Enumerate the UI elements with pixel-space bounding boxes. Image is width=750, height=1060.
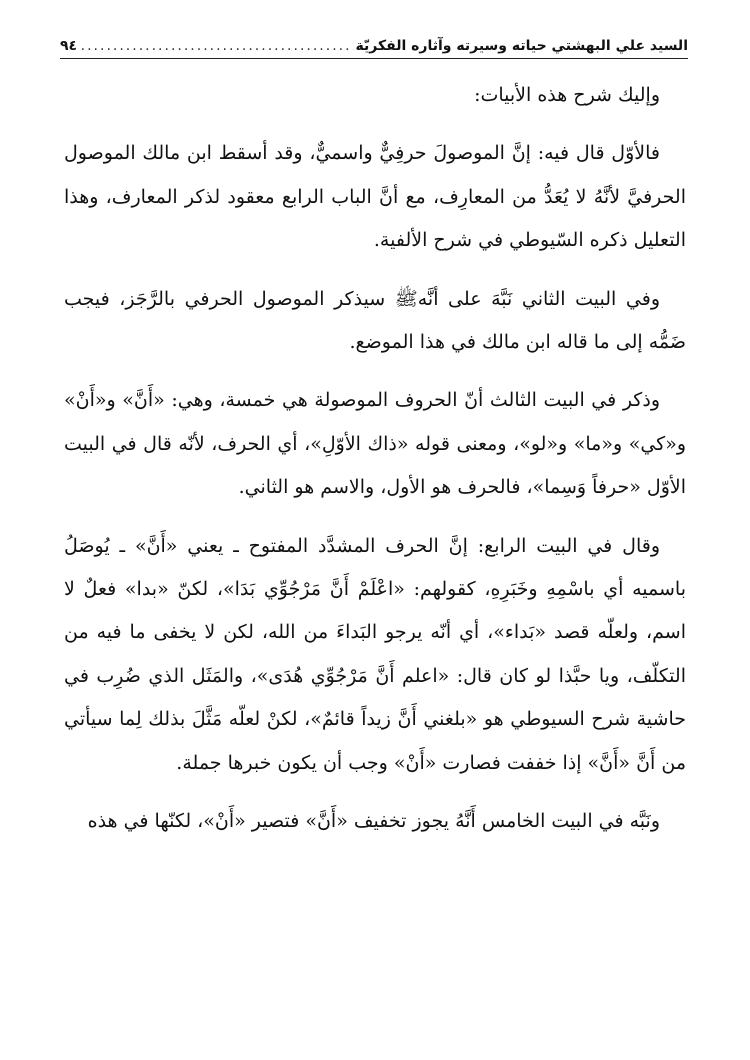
paragraph: وفي البيت الثاني نَبَّهَ على أنَّهﷺ سيذكر الموصول الحرفي بالرَّجَز، فيجب ضَمُّه إلى ما قاله ابن مالك في هذا الموضع. bbox=[64, 287, 686, 354]
paragraph: وإليك شرح هذه الأبيات: bbox=[474, 84, 660, 106]
paragraph: فالأوّل قال فيه: إنَّ الموصولَ حرفِيٌّ واسميٌّ، وقد أسقط ابن مالك الموصول الحرفيَّ لأنَّهُ لا يُعَدُّ من المعارِف، مع أنَّ الباب الرابع معقود لذكر المعارف، وهذا التعليل ذكره السّيوطي في شرح الألفية. bbox=[64, 142, 686, 252]
page-number: ٩٤ bbox=[60, 38, 78, 54]
running-title: السيد علي البهشتي حياته وسيرته وآثاره الفكريّة bbox=[355, 38, 688, 54]
paragraph: ونَبَّه في البيت الخامس أَنَّهُ يجوز تخفيف «أَنَّ» فتصير «أَنْ»، لكنّها في هذه bbox=[87, 810, 660, 833]
header-leader-dots bbox=[81, 38, 351, 54]
paragraph: وقال في البيت الرابع: إنَّ الحرف المشدَّد المفتوح ـ يعني «أَنَّ» ـ يُوصَلُ باسميه أي باسْمِهِ وخَبَرِهِ، كقولهم: «اعْلَمْ أَنَّ مَرْجُوِّي بَدَا»، لكنّ «بدا» فعلٌ لا اسم، ولعلّه قصد «بَداء»، أي أنّه يرجو البَداءَ من الله، لكن لا يخفى ما فيه من التكلّف، ويا حبَّذا لو كان قال: «اعلم أَنَّ مَرْجُوِّي هُدَى»، والمَثَل الذي ضُرِب في حاشية شرح السيوطي هو «بلغني أَنَّ زيداً قائمٌ»، لكنْ لعلّه مَثَّلَ بذلك لِما سيأتي من أَنَّ «أَنَّ» إذا خففت فصارت «أَنْ» وجب أن يكون خبرها جملة. bbox=[64, 534, 686, 774]
running-header bbox=[60, 28, 688, 59]
body-text bbox=[64, 74, 686, 859]
paragraph: وذكر في البيت الثالث أنّ الحروف الموصولة هي خمسة، وهي: «أَنَّ» و«أَنْ» و«كي» و«ما» و«لو»، ومعنى قوله «ذاك الأوّلِ»، أي الحرف، لأنّه قال في البيت الأوّل «حرفاً وَسِما»، فالحرف هو الأول، والاسم هو الثاني. bbox=[64, 389, 686, 499]
